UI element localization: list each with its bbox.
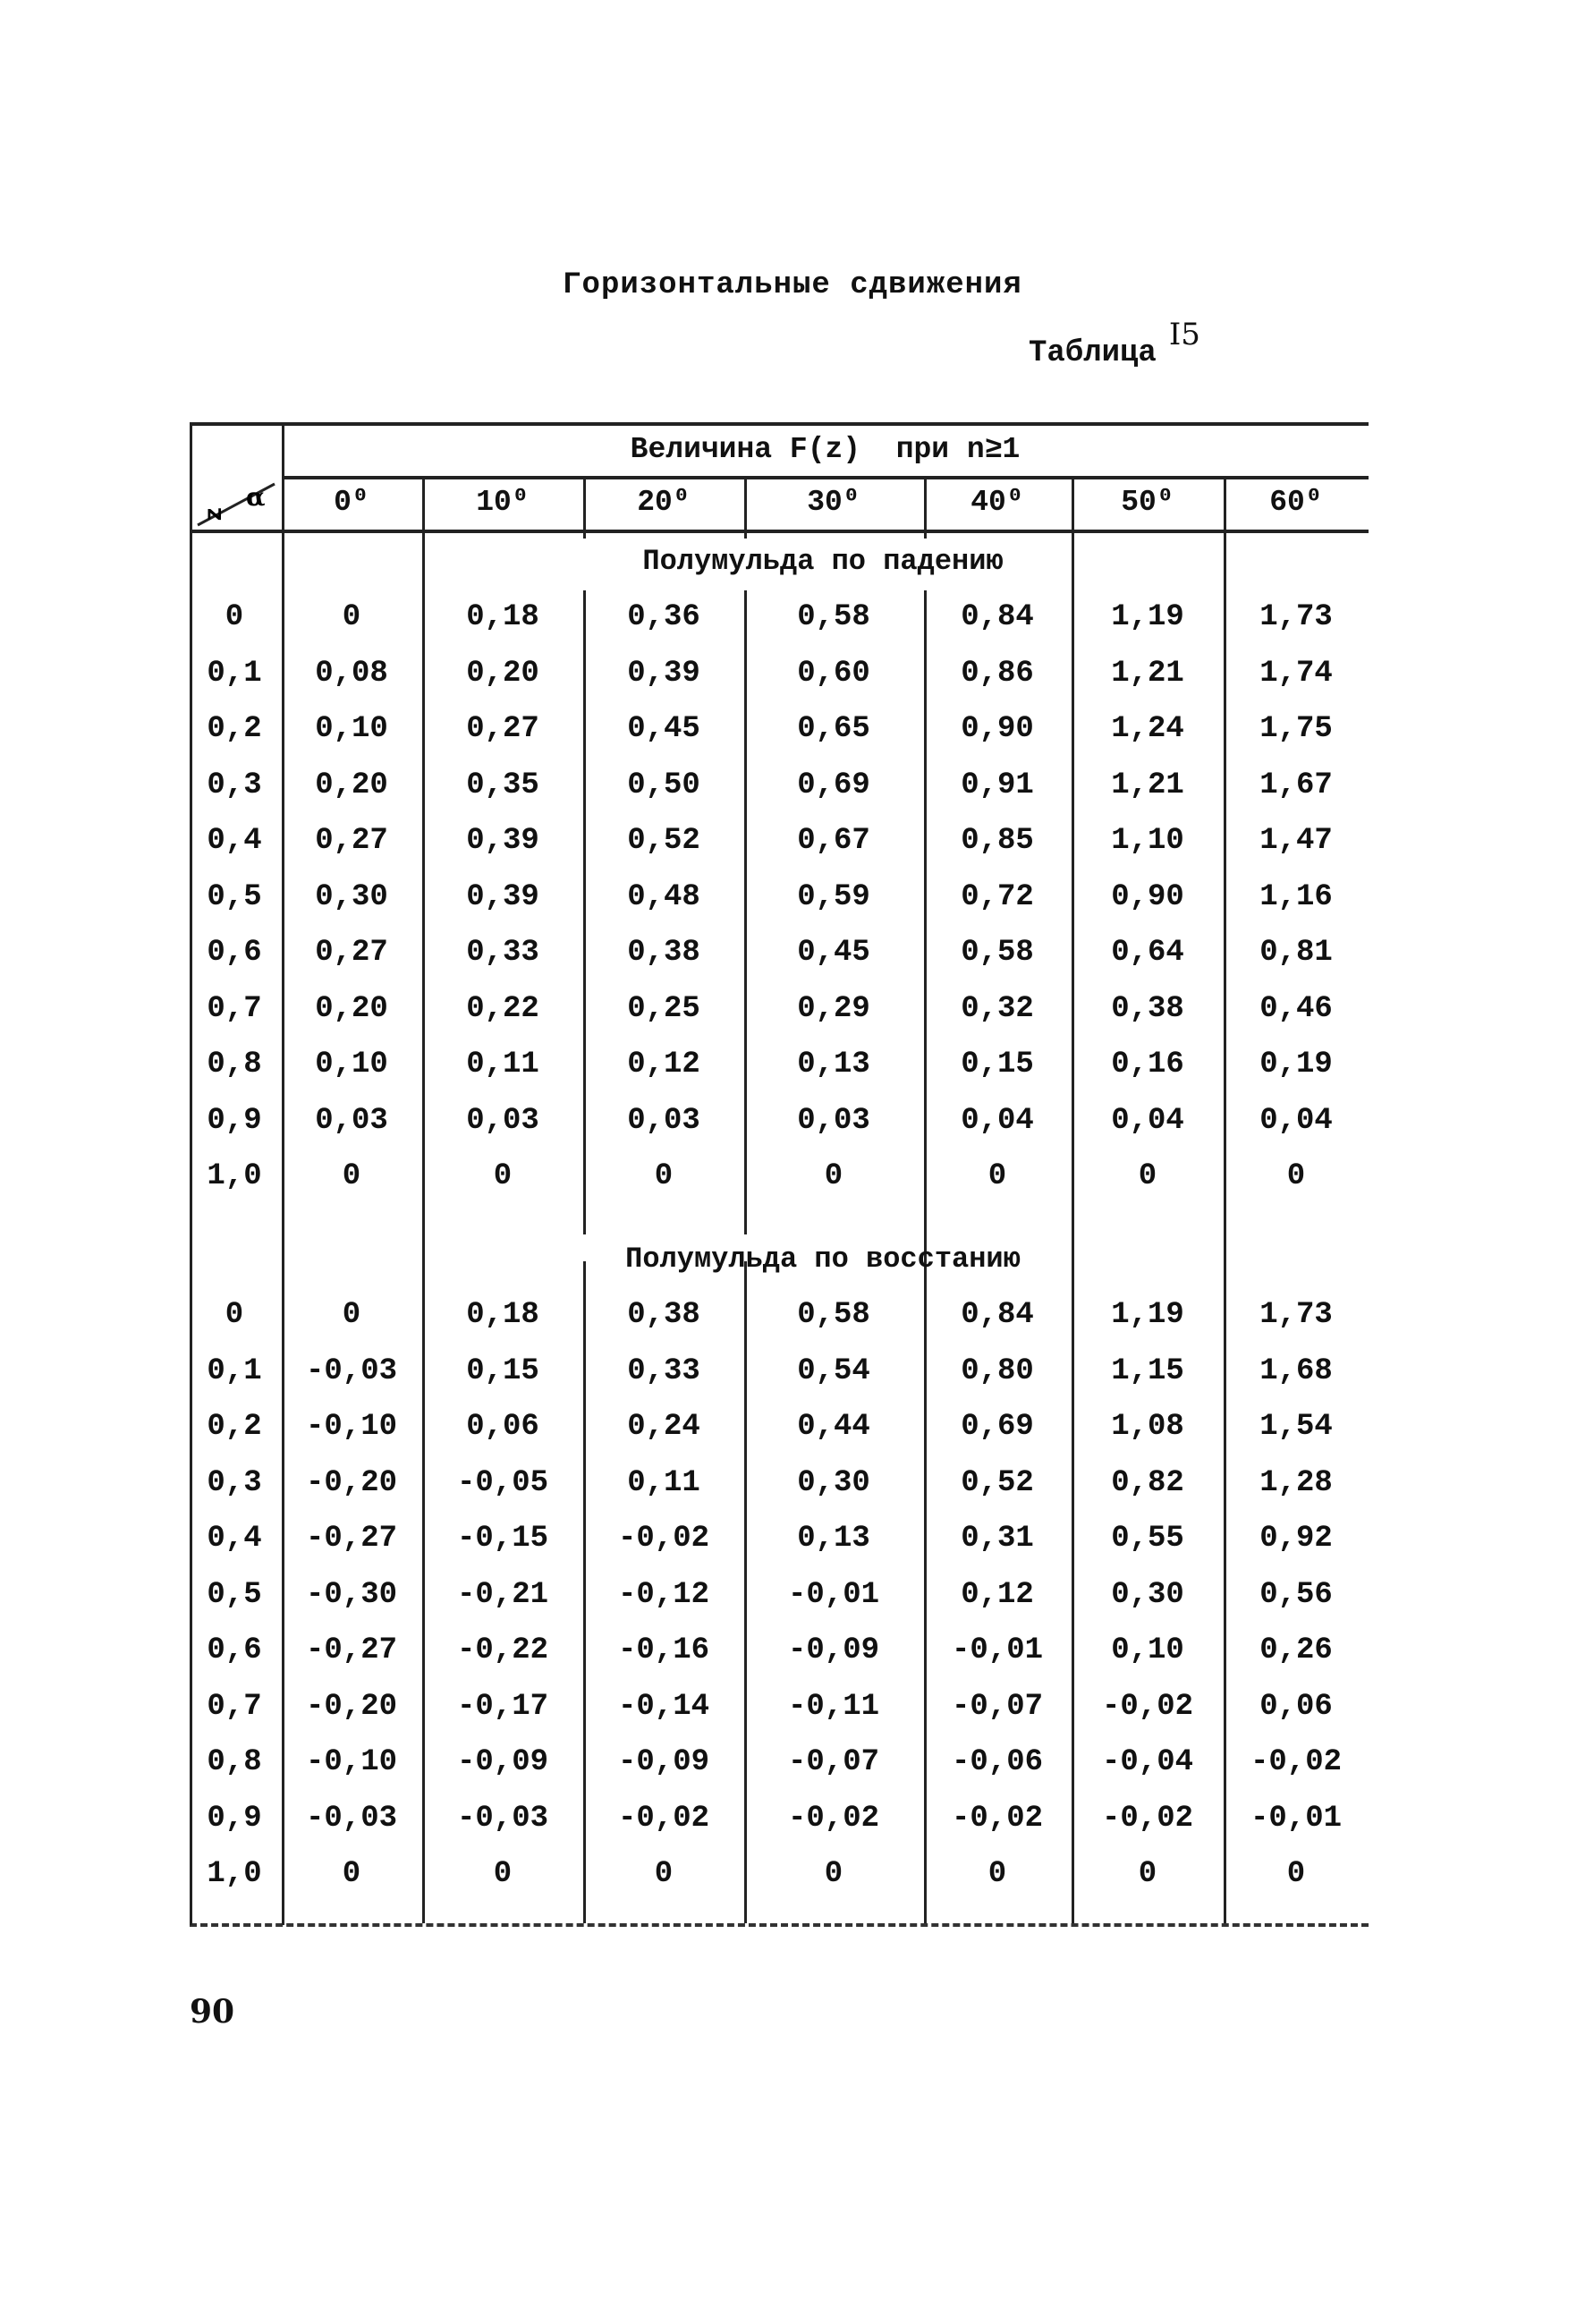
table-cell: -0,10 bbox=[305, 1410, 398, 1444]
table-cell: 0 bbox=[1138, 1857, 1157, 1891]
table-number: I5 bbox=[1168, 317, 1200, 352]
table-cell: -0,22 bbox=[456, 1633, 549, 1667]
section-title: Полумульда по восстанию bbox=[625, 1243, 1021, 1276]
table-cell: 0,58 bbox=[797, 1298, 870, 1332]
col-border-4 bbox=[744, 476, 747, 539]
table-cell: 0,15 bbox=[961, 1047, 1034, 1081]
table-cell: 0 bbox=[654, 1857, 674, 1891]
table-cell: 0,58 bbox=[961, 936, 1034, 970]
table-cell: -0,01 bbox=[787, 1577, 880, 1612]
row-z-value: 1,0 bbox=[207, 1857, 262, 1891]
table-cell: 0,67 bbox=[797, 824, 870, 858]
table-top-border bbox=[190, 422, 1369, 426]
table-cell: 0,10 bbox=[315, 1047, 388, 1081]
page-title: Горизонтальные сдвижения bbox=[563, 268, 1022, 302]
angle-header: 10⁰ bbox=[476, 486, 530, 519]
table-cell: 0,39 bbox=[627, 656, 700, 691]
table-cell: 0,31 bbox=[961, 1522, 1034, 1556]
corner-diagonal-icon bbox=[192, 479, 282, 530]
table-cell: 0,52 bbox=[961, 1465, 1034, 1500]
table-cell: 0,06 bbox=[466, 1410, 539, 1444]
table-cell: -0,06 bbox=[951, 1745, 1044, 1779]
col-border-3 bbox=[583, 476, 586, 539]
table-cell: -0,04 bbox=[1101, 1745, 1194, 1779]
body-line-c bbox=[744, 590, 747, 1234]
angle-header: 30⁰ bbox=[807, 486, 860, 519]
table-cell: 0,30 bbox=[315, 879, 388, 914]
table-cell: 0,22 bbox=[466, 991, 539, 1026]
row-z-value: 0,5 bbox=[207, 879, 262, 914]
row-z-value: 0,4 bbox=[207, 1522, 262, 1556]
row-z-value: 0,9 bbox=[207, 1801, 262, 1836]
table-cell: 0,16 bbox=[1111, 1047, 1184, 1081]
table-cell: 0 bbox=[1286, 1857, 1306, 1891]
table-cell: 0 bbox=[1286, 1159, 1306, 1193]
row-z-value: 0,4 bbox=[207, 824, 262, 858]
table-cell: 0 bbox=[493, 1159, 513, 1193]
row-z-value: 0,6 bbox=[207, 1633, 262, 1667]
table-cell: 0,03 bbox=[627, 1103, 700, 1138]
table-cell: 1,54 bbox=[1259, 1410, 1333, 1444]
row-z-value: 0,5 bbox=[207, 1577, 262, 1612]
table-cell: 0,80 bbox=[961, 1353, 1034, 1388]
table-cell: 0,10 bbox=[315, 712, 388, 746]
table-cell: 0,81 bbox=[1259, 936, 1333, 970]
header-bottom-border bbox=[190, 530, 1369, 533]
table-cell: 0,85 bbox=[961, 824, 1034, 858]
table-cell: 0,38 bbox=[1111, 991, 1184, 1026]
table-label bbox=[1029, 317, 1200, 370]
row-z-value: 0,6 bbox=[207, 936, 262, 970]
body-line-c2 bbox=[744, 1261, 747, 1923]
table-cell: 1,67 bbox=[1259, 768, 1333, 802]
table-cell: -0,01 bbox=[1250, 1801, 1343, 1836]
table-cell: 0,04 bbox=[961, 1103, 1034, 1138]
table-cell: 1,74 bbox=[1259, 656, 1333, 691]
table-cell: 0 bbox=[987, 1857, 1007, 1891]
table-cell: 0,27 bbox=[315, 824, 388, 858]
table-cell: 0 bbox=[987, 1159, 1007, 1193]
body-line-b2 bbox=[583, 1261, 586, 1923]
table-cell: -0,02 bbox=[617, 1801, 710, 1836]
corner-alpha: α bbox=[246, 482, 266, 512]
section-title: Полумульда по падению bbox=[642, 545, 1004, 578]
table-cell: 1,68 bbox=[1259, 1353, 1333, 1388]
table-cell: 0 bbox=[493, 1857, 513, 1891]
table-cell: -0,07 bbox=[951, 1689, 1044, 1724]
table-cell: -0,02 bbox=[1101, 1689, 1194, 1724]
table-cell: 0,69 bbox=[961, 1410, 1034, 1444]
table-cell: 0,11 bbox=[466, 1047, 539, 1081]
table-cell: 0,12 bbox=[961, 1577, 1034, 1612]
table-cell: 0,82 bbox=[1111, 1465, 1184, 1500]
row-z-value: 0,1 bbox=[207, 656, 262, 691]
table-cell: -0,10 bbox=[305, 1745, 398, 1779]
table-cell: 1,16 bbox=[1259, 879, 1333, 914]
table-cell: -0,09 bbox=[456, 1745, 549, 1779]
table-cell: 0,91 bbox=[961, 768, 1034, 802]
page-number: 90 bbox=[190, 1993, 235, 2031]
table-cell: 0,11 bbox=[627, 1465, 700, 1500]
table-cell: 1,47 bbox=[1259, 824, 1333, 858]
table-cell: 0,29 bbox=[797, 991, 870, 1026]
table-cell: 0,25 bbox=[627, 991, 700, 1026]
table-cell: -0,27 bbox=[305, 1522, 398, 1556]
table-cell: 0,64 bbox=[1111, 936, 1184, 970]
table-cell: 0,18 bbox=[466, 1298, 539, 1332]
angle-header: 50⁰ bbox=[1121, 486, 1174, 519]
table-cell: 0,03 bbox=[315, 1103, 388, 1138]
table-cell: 0,12 bbox=[627, 1047, 700, 1081]
table-cell: 0,04 bbox=[1111, 1103, 1184, 1138]
table-cell: 0 bbox=[342, 1857, 361, 1891]
table-cell: -0,20 bbox=[305, 1689, 398, 1724]
table-cell: 0,18 bbox=[466, 600, 539, 634]
table-cell: 0,36 bbox=[627, 600, 700, 634]
table-cell: 0,33 bbox=[627, 1353, 700, 1388]
table-cell: 0,46 bbox=[1259, 991, 1333, 1026]
table-cell: 1,73 bbox=[1259, 1298, 1333, 1332]
table-cell: 0,45 bbox=[797, 936, 870, 970]
table-cell: 0 bbox=[654, 1159, 674, 1193]
body-line-e bbox=[1072, 532, 1074, 1923]
table-cell: 1,73 bbox=[1259, 600, 1333, 634]
table-cell: 0,45 bbox=[627, 712, 700, 746]
col-border-6 bbox=[1072, 476, 1074, 539]
table-cell: 0 bbox=[824, 1857, 843, 1891]
table-cell: -0,05 bbox=[456, 1465, 549, 1500]
table-cell: 0,90 bbox=[1111, 879, 1184, 914]
table-cell: 0,56 bbox=[1259, 1577, 1333, 1612]
row-z-value: 0 bbox=[225, 600, 244, 634]
row-z-value: 1,0 bbox=[207, 1159, 262, 1193]
table-cell: -0,03 bbox=[305, 1353, 398, 1388]
table-cell: 0,69 bbox=[797, 768, 870, 802]
table-cell: 1,24 bbox=[1111, 712, 1184, 746]
angle-header: 40⁰ bbox=[970, 486, 1024, 519]
table-cell: 0,92 bbox=[1259, 1522, 1333, 1556]
table-cell: -0,02 bbox=[787, 1801, 880, 1836]
row-z-value: 0,7 bbox=[207, 991, 262, 1026]
table-cell: 0,35 bbox=[466, 768, 539, 802]
row-z-value: 0,7 bbox=[207, 1689, 262, 1724]
row-z-value: 0,1 bbox=[207, 1353, 262, 1388]
table-cell: 0,33 bbox=[466, 936, 539, 970]
angle-header: 0⁰ bbox=[334, 486, 369, 519]
table-cell: -0,11 bbox=[787, 1689, 880, 1724]
table-cell: -0,16 bbox=[617, 1633, 710, 1667]
table-cell: 0,84 bbox=[961, 600, 1034, 634]
table-cell: 0,20 bbox=[315, 991, 388, 1026]
table-cell: 0,20 bbox=[315, 768, 388, 802]
table-cell: 0,20 bbox=[466, 656, 539, 691]
table-cell: -0,20 bbox=[305, 1465, 398, 1500]
table-cell: 0,84 bbox=[961, 1298, 1034, 1332]
table-cell: -0,14 bbox=[617, 1689, 710, 1724]
table-cell: -0,03 bbox=[305, 1801, 398, 1836]
table-cell: 0,59 bbox=[797, 879, 870, 914]
table-cell: -0,30 bbox=[305, 1577, 398, 1612]
table-cell: -0,21 bbox=[456, 1577, 549, 1612]
table-cell: 0,39 bbox=[466, 879, 539, 914]
table-cell: -0,02 bbox=[617, 1522, 710, 1556]
table-cell: 0,54 bbox=[797, 1353, 870, 1388]
table-cell: 1,10 bbox=[1111, 824, 1184, 858]
table-cell: 0,86 bbox=[961, 656, 1034, 691]
header-main: Величина F(z) при n≥1 bbox=[630, 433, 1021, 466]
table-cell: 0,24 bbox=[627, 1410, 700, 1444]
row-z-value: 0,3 bbox=[207, 768, 262, 802]
table-cell: 0 bbox=[1138, 1159, 1157, 1193]
table-cell: 0,04 bbox=[1259, 1103, 1333, 1138]
body-line-b bbox=[583, 590, 586, 1234]
angle-header: 20⁰ bbox=[637, 486, 691, 519]
table-label-text: Таблица bbox=[1029, 336, 1157, 370]
table-cell: 0,58 bbox=[797, 600, 870, 634]
table-cell: 0,90 bbox=[961, 712, 1034, 746]
table-cell: 0,65 bbox=[797, 712, 870, 746]
table-cell: 0,26 bbox=[1259, 1633, 1333, 1667]
table-cell: 0 bbox=[824, 1159, 843, 1193]
table-cell: -0,15 bbox=[456, 1522, 549, 1556]
row-z-value: 0,2 bbox=[207, 712, 262, 746]
table-cell: -0,01 bbox=[951, 1633, 1044, 1667]
table-cell: 0,60 bbox=[797, 656, 870, 691]
table-cell: -0,03 bbox=[456, 1801, 549, 1836]
table-cell: 0,32 bbox=[961, 991, 1034, 1026]
row-z-value: 0,3 bbox=[207, 1465, 262, 1500]
table-cell: 0,72 bbox=[961, 879, 1034, 914]
table-cell: 0,38 bbox=[627, 936, 700, 970]
table-cell: 1,75 bbox=[1259, 712, 1333, 746]
corner-z: z bbox=[201, 506, 229, 522]
table-cell: -0,07 bbox=[787, 1745, 880, 1779]
angle-header: 60⁰ bbox=[1269, 486, 1323, 519]
table-cell: 0,19 bbox=[1259, 1047, 1333, 1081]
table-cell: 1,08 bbox=[1111, 1410, 1184, 1444]
table-cell: 0,10 bbox=[1111, 1633, 1184, 1667]
table-cell: 0 bbox=[342, 1298, 361, 1332]
row-z-value: 0,8 bbox=[207, 1745, 262, 1779]
table-cell: 1,19 bbox=[1111, 600, 1184, 634]
table-cell: 0,48 bbox=[627, 879, 700, 914]
table-cell: 1,21 bbox=[1111, 768, 1184, 802]
row-z-value: 0,8 bbox=[207, 1047, 262, 1081]
table-cell: -0,17 bbox=[456, 1689, 549, 1724]
table-cell: 0,44 bbox=[797, 1410, 870, 1444]
table-cell: 1,15 bbox=[1111, 1353, 1184, 1388]
table-cell: 0,52 bbox=[627, 824, 700, 858]
table-cell: 0,38 bbox=[627, 1298, 700, 1332]
row-z-value: 0,2 bbox=[207, 1410, 262, 1444]
table-cell: -0,02 bbox=[1101, 1801, 1194, 1836]
table-cell: 0,27 bbox=[466, 712, 539, 746]
table-cell: 1,19 bbox=[1111, 1298, 1184, 1332]
table-cell: 0,50 bbox=[627, 768, 700, 802]
corner-cell bbox=[192, 479, 282, 530]
table-cell: -0,09 bbox=[787, 1633, 880, 1667]
table-cell: 0,03 bbox=[466, 1103, 539, 1138]
table-cell: 0,03 bbox=[797, 1103, 870, 1138]
table-cell: 0,15 bbox=[466, 1353, 539, 1388]
table-cell: -0,02 bbox=[951, 1801, 1044, 1836]
table-cell: 0,06 bbox=[1259, 1689, 1333, 1724]
table-cell: 0,30 bbox=[797, 1465, 870, 1500]
table-cell: -0,02 bbox=[1250, 1745, 1343, 1779]
row-z-value: 0 bbox=[225, 1298, 244, 1332]
table-cell: -0,27 bbox=[305, 1633, 398, 1667]
table-cell: 0,39 bbox=[466, 824, 539, 858]
table-cell: 0,27 bbox=[315, 936, 388, 970]
row-z-value: 0,9 bbox=[207, 1103, 262, 1138]
table-cell: 0,08 bbox=[315, 656, 388, 691]
table-cell: 0 bbox=[342, 600, 361, 634]
table-cell: 0,13 bbox=[797, 1047, 870, 1081]
table-cell: 1,28 bbox=[1259, 1465, 1333, 1500]
table-cell: 1,21 bbox=[1111, 656, 1184, 691]
table-cell: -0,09 bbox=[617, 1745, 710, 1779]
table-cell: 0,55 bbox=[1111, 1522, 1184, 1556]
table-cell: -0,12 bbox=[617, 1577, 710, 1612]
table-cell: 0,13 bbox=[797, 1522, 870, 1556]
table-bottom-dashed bbox=[190, 1923, 1369, 1927]
table-cell: 0 bbox=[342, 1159, 361, 1193]
table-cell: 0,30 bbox=[1111, 1577, 1184, 1612]
